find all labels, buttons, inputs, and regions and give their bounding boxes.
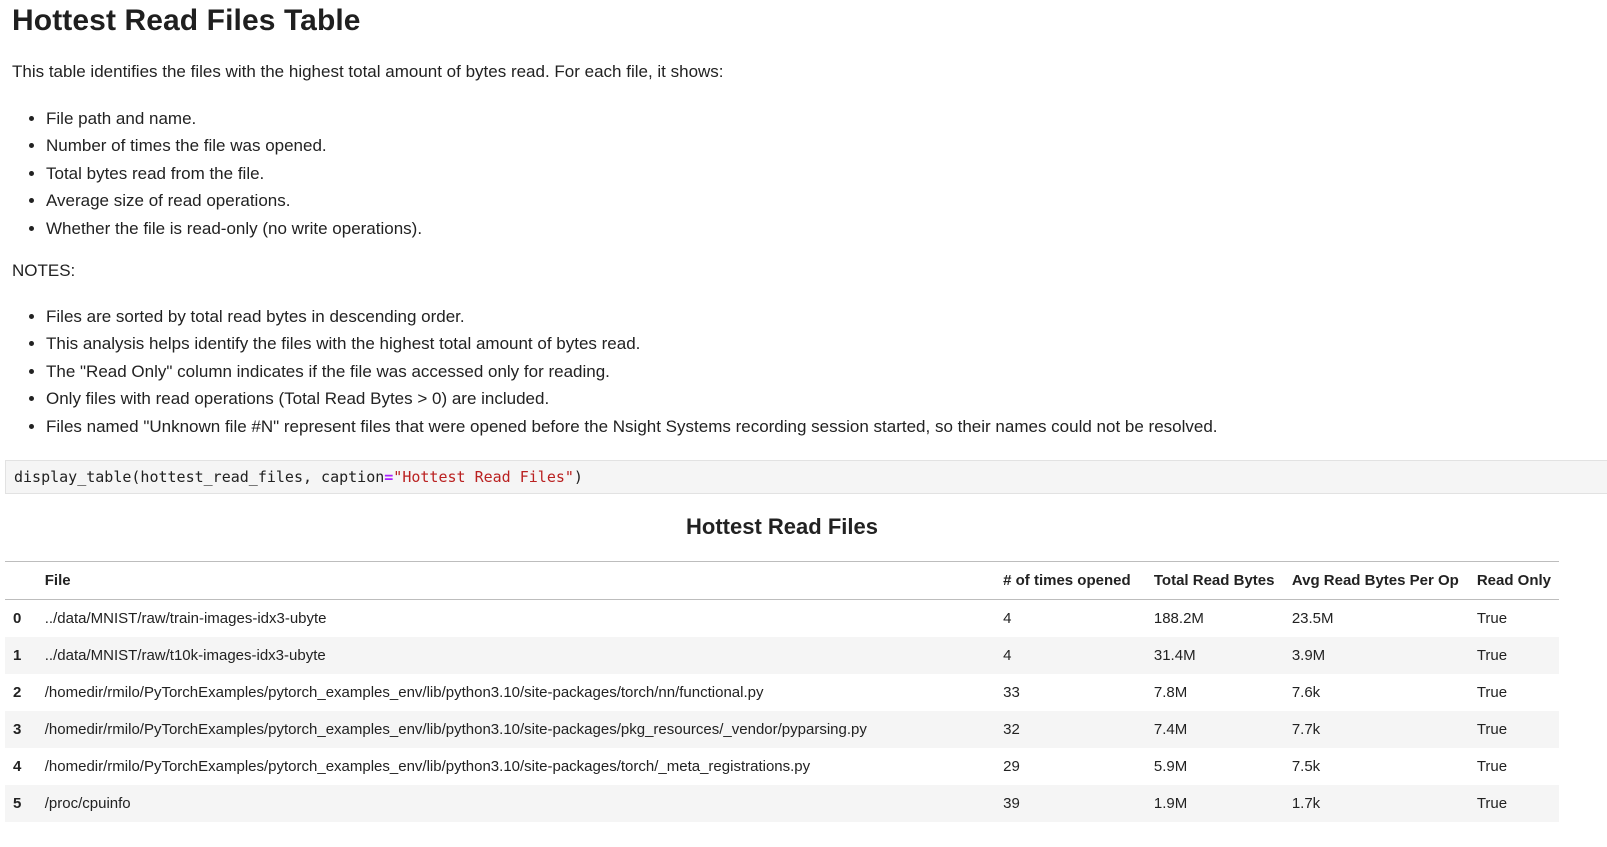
cell-avg-read-bytes: 7.5k (1291, 758, 1321, 775)
list-item: • Average size of read operations. (46, 187, 422, 214)
table-row (5, 785, 1559, 822)
cell-times-opened: 32 (1003, 721, 1020, 738)
cell-file: ../data/MNIST/raw/t10k-images-idx3-ubyte (44, 647, 326, 664)
cell-total-read-bytes: 188.2M (1153, 610, 1204, 627)
list-item: • Files are sorted by total read bytes in descending order. (46, 303, 1218, 330)
intro-paragraph: This table identifies the files with the highest total amount of bytes read. For each file, it shows: (12, 62, 724, 81)
table-row (5, 600, 1559, 638)
row-index: 2 (13, 684, 22, 701)
column-header-total-read-bytes: Total Read Bytes (1153, 572, 1275, 589)
cell-times-opened: 29 (1003, 758, 1020, 775)
cell-read-only: True (1476, 610, 1508, 627)
list-item: • The "Read Only" column indicates if the file was accessed only for reading. (46, 358, 1218, 385)
code-call: display_table(hottest_read_files, caption (14, 468, 385, 486)
list-item: • File path and name. (46, 105, 422, 132)
cell-total-read-bytes: 5.9M (1153, 758, 1188, 775)
cell-total-read-bytes: 7.4M (1153, 721, 1188, 738)
table-caption: Hottest Read Files (686, 514, 878, 539)
row-index: 1 (13, 647, 22, 664)
cell-read-only: True (1476, 758, 1508, 775)
cell-read-only: True (1476, 795, 1508, 812)
cell-times-opened: 4 (1003, 647, 1012, 664)
cell-avg-read-bytes: 7.6k (1291, 684, 1321, 701)
row-index: 5 (13, 795, 22, 812)
cell-read-only: True (1476, 647, 1508, 664)
cell-times-opened: 33 (1003, 684, 1020, 701)
list-item: • Total bytes read from the file. (46, 160, 422, 187)
cell-avg-read-bytes: 1.7k (1291, 795, 1321, 812)
cell-avg-read-bytes: 23.5M (1291, 610, 1334, 627)
table-row (5, 748, 1559, 785)
column-header-times-opened: # of times opened (1003, 572, 1131, 589)
code-close: ) (573, 468, 583, 486)
column-header-file: File (44, 572, 71, 589)
notes-list (12, 303, 1218, 440)
column-header-index (5, 562, 37, 600)
cell-read-only: True (1476, 684, 1508, 701)
list-item: • Whether the file is read-only (no write operations). (46, 215, 422, 242)
cell-total-read-bytes: 31.4M (1153, 647, 1196, 664)
cell-read-only: True (1476, 721, 1508, 738)
column-header-avg-read-bytes: Avg Read Bytes Per Op (1291, 572, 1459, 589)
list-item: • Number of times the file was opened. (46, 132, 422, 159)
table-row (5, 711, 1559, 748)
shows-list (12, 105, 422, 242)
cell-file: /homedir/rmilo/PyTorchExamples/pytorch_examples_env/lib/python3.10/site-packages/torch/_meta_registrations.py (44, 758, 811, 775)
column-header-read-only: Read Only (1476, 572, 1551, 589)
cell-file: /homedir/rmilo/PyTorchExamples/pytorch_examples_env/lib/python3.10/site-packages/torch/nn/functional.py (44, 684, 764, 701)
page-title: Hottest Read Files Table (12, 4, 361, 37)
table-header-row (5, 562, 1559, 600)
hottest-read-files-table (5, 561, 1559, 822)
row-index: 4 (13, 758, 22, 775)
table-row (5, 674, 1559, 711)
cell-times-opened: 39 (1003, 795, 1020, 812)
cell-file: ../data/MNIST/raw/train-images-idx3-ubyte (44, 610, 327, 627)
cell-avg-read-bytes: 7.7k (1291, 721, 1321, 738)
cell-total-read-bytes: 7.8M (1153, 684, 1188, 701)
notes-label: NOTES: (12, 261, 76, 280)
row-index: 3 (13, 721, 22, 738)
row-index: 0 (13, 610, 22, 627)
table-row (5, 637, 1559, 674)
cell-avg-read-bytes: 3.9M (1291, 647, 1326, 664)
list-item: • This analysis helps identify the files with the highest total amount of bytes read. (46, 330, 1218, 357)
cell-file: /proc/cpuinfo (44, 795, 131, 812)
list-item: • Only files with read operations (Total Read Bytes > 0) are included. (46, 385, 1218, 412)
cell-total-read-bytes: 1.9M (1153, 795, 1188, 812)
cell-file: /homedir/rmilo/PyTorchExamples/pytorch_examples_env/lib/python3.10/site-packages/pkg_resources/_vendor/pyparsing.py (44, 721, 867, 738)
code-operator: = (384, 468, 394, 486)
list-item: • Files named "Unknown file #N" represent files that were opened before the Nsight Systems recording session started, so their names could not be resolved. (46, 413, 1218, 440)
code-cell-input[interactable] (5, 460, 1607, 494)
code-string: "Hottest Read Files" (393, 468, 574, 486)
cell-times-opened: 4 (1003, 610, 1012, 627)
